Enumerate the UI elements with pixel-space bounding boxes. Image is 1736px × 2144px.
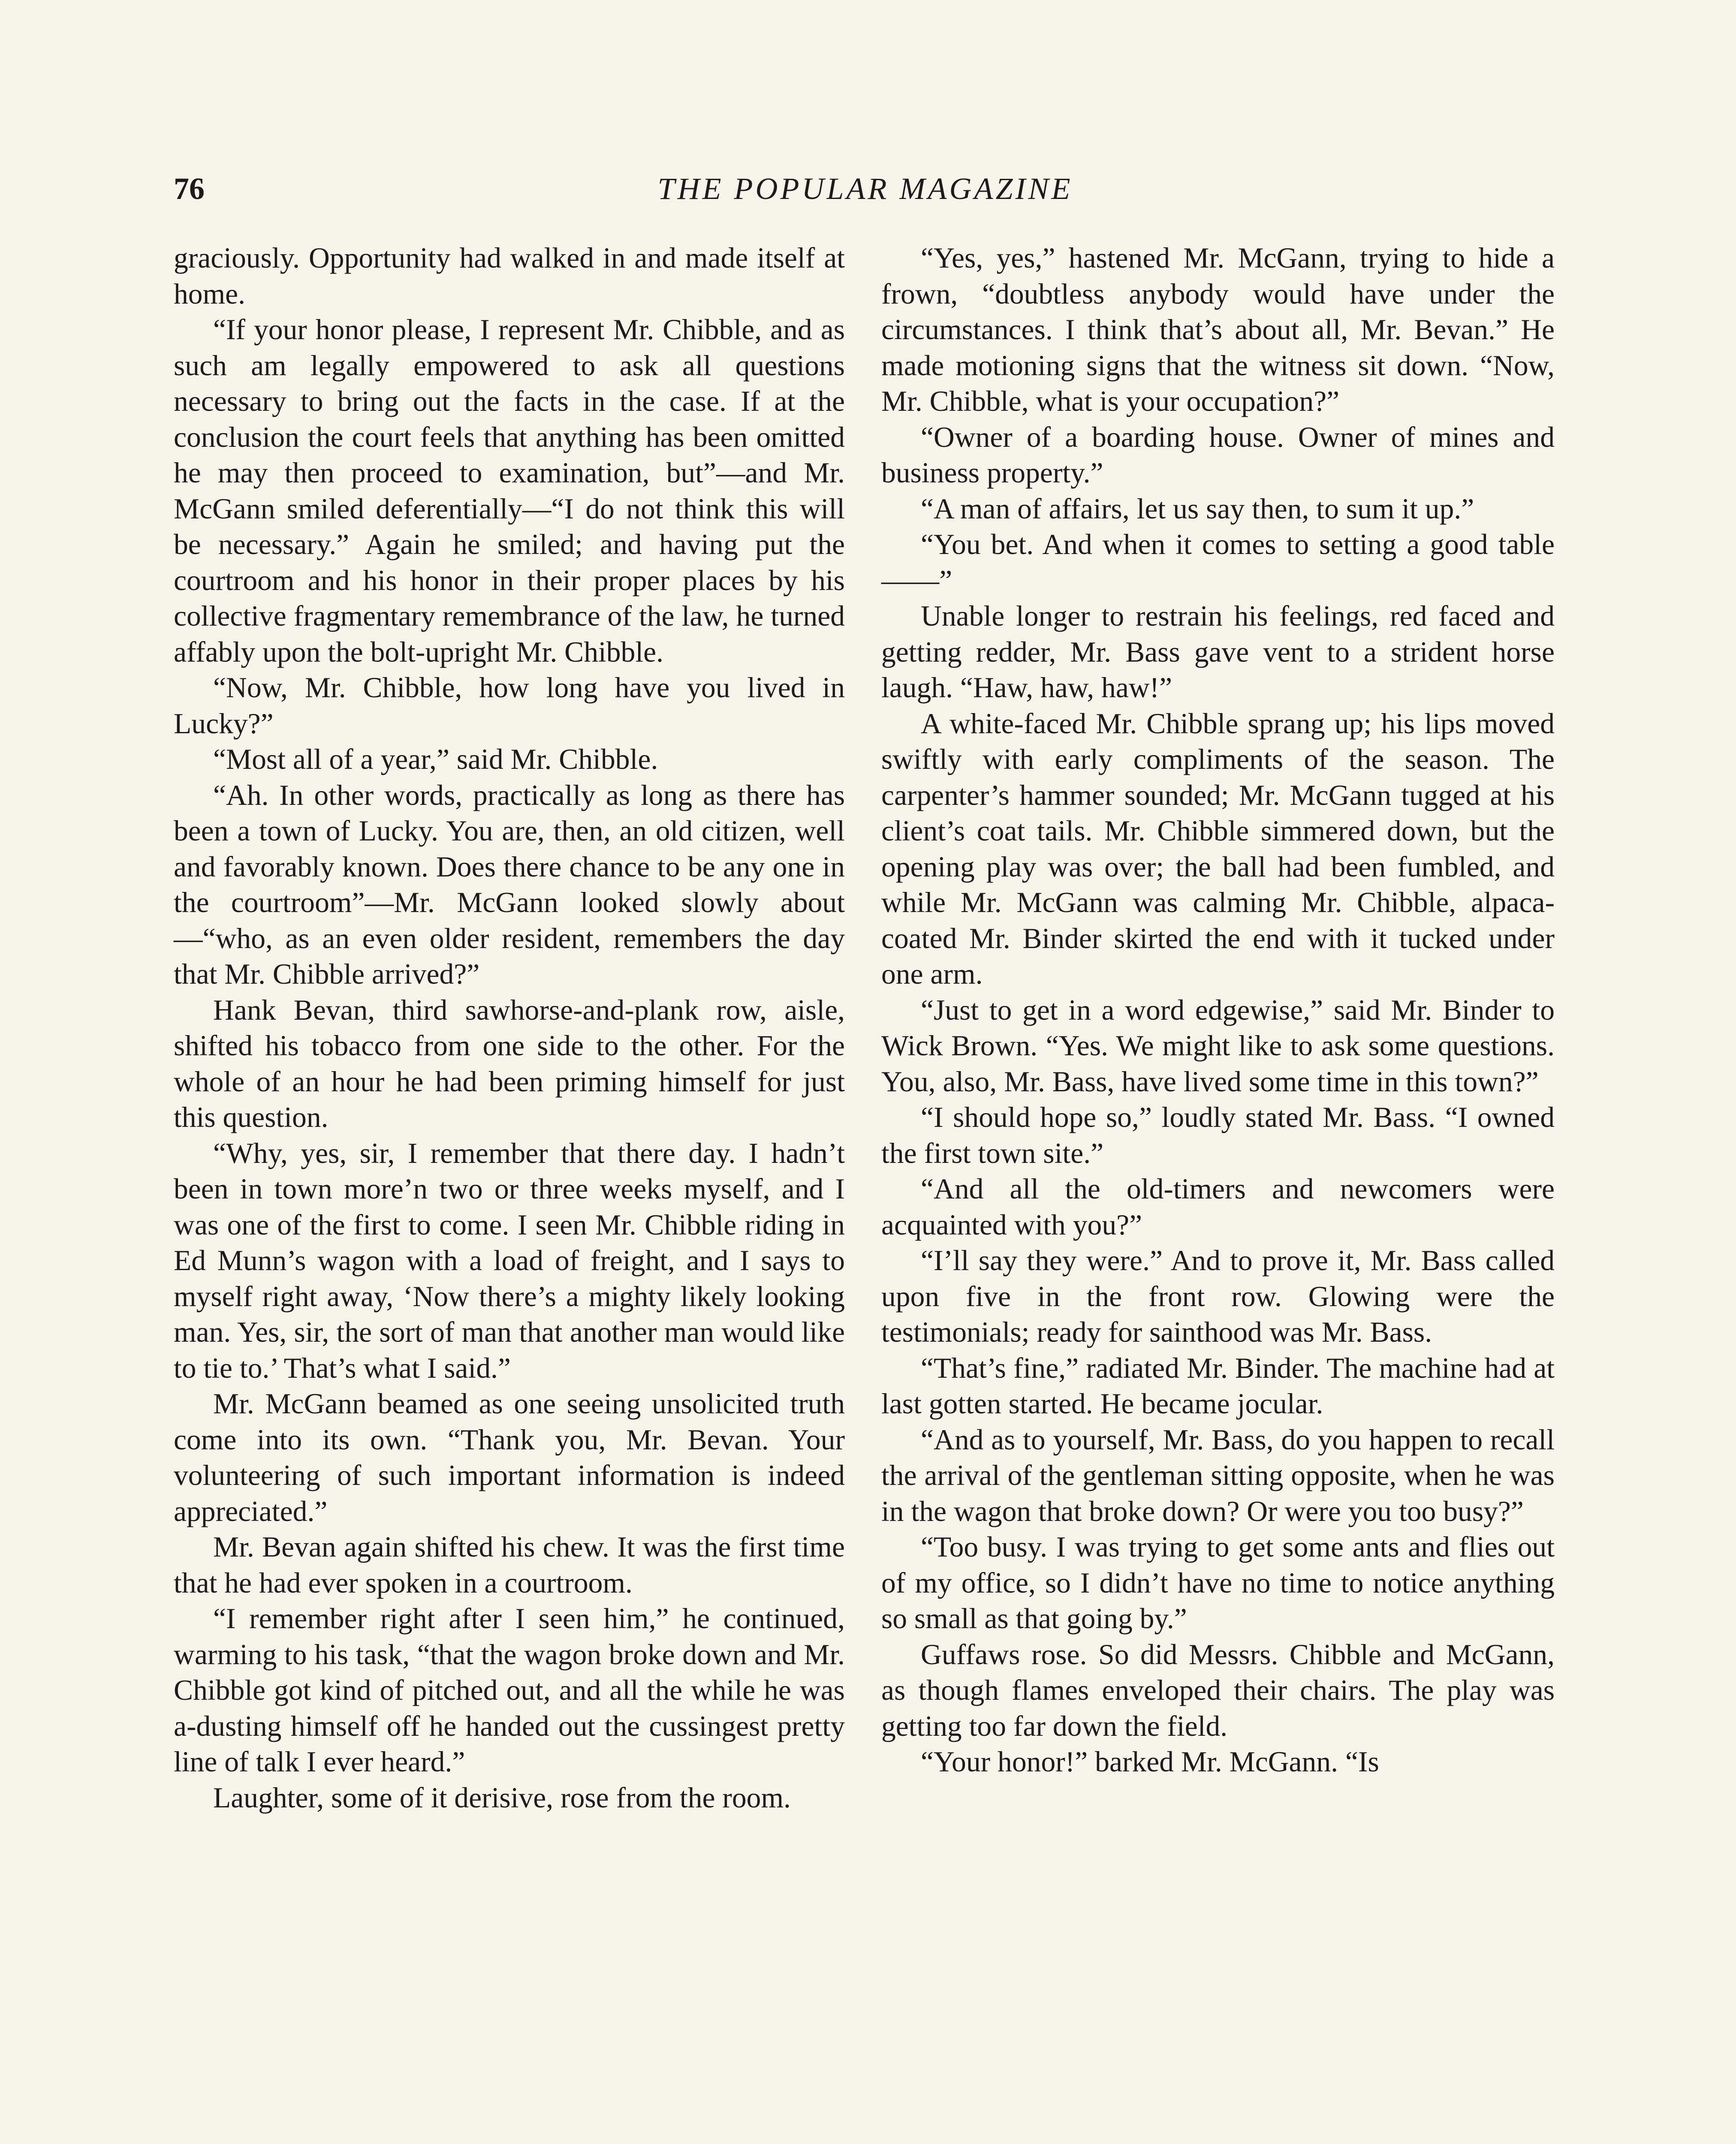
paragraph: “Just to get in a word edgewise,” said Mr. Binder to Wick Brown. “Yes. We might like to ask some questions. You, also, Mr. Bass, have lived some time in this town?” <box>881 994 1555 1098</box>
paragraph: “Most all of a year,” said Mr. Chibble. <box>213 743 658 775</box>
paragraph: “Why, yes, sir, I remember that there day. I hadn’t been in town more’n two or three weeks myself, and I was one of the first to come. I seen Mr. Chibble riding in Ed Munn’s wagon with a load of freight, and I says to myself right away, ‘Now there’s a mighty likely looking man. Yes, sir, the sort of man that another man would like to tie to.’ That’s what I said.” <box>174 1137 845 1384</box>
page-number: 76 <box>174 172 205 206</box>
paragraph: Mr. Bevan again shifted his chew. It was the first time that he had ever spoken in a courtroom. <box>174 1531 845 1599</box>
paragraph: A white-faced Mr. Chibble sprang up; his lips moved swiftly with early compliments of the season. The carpenter’s hammer sounded; Mr. McGann tugged at his client’s coat tails. Mr. Chibble simmered down, but the opening play was over; the ball had been fumbled, and while Mr. McGann was calming Mr. Chibble, alpaca-coated Mr. Binder skirted the end with it tucked under one arm. <box>881 707 1555 990</box>
paragraph: “A man of affairs, let us say then, to sum it up.” <box>921 492 1474 525</box>
paragraph: “Too busy. I was trying to get some ants and flies out of my office, so I didn’t have no time to notice anything so small as that going by.” <box>881 1531 1555 1635</box>
paragraph: Hank Bevan, third sawhorse-and-plank row, aisle, shifted his tobacco from one side to the other. For the whole of an hour he had been priming himself for just this question. <box>174 994 845 1133</box>
paragraph: “Now, Mr. Chibble, how long have you lived in Lucky?” <box>174 672 845 740</box>
paragraph: “Ah. In other words, practically as long as there has been a town of Lucky. You are, then, an old citizen, well and favorably known. Does there chance to be any one in the courtroom”—Mr. McGann looked slowly about—“who, as an even older resident, remembers the day that Mr. Chibble arrived?” <box>174 779 845 990</box>
paragraph: “Yes, yes,” hastened Mr. McGann, trying to hide a frown, “doubtless anybody would have under the circumstances. I think that’s about all, Mr. Bevan.” He made motioning signs that the witness sit down. “Now, Mr. Chibble, what is your occupation?” <box>881 242 1555 417</box>
paragraph: Unable longer to restrain his feelings, red faced and getting redder, Mr. Bass gave vent to a strident horse laugh. “Haw, haw, haw!” <box>881 600 1555 704</box>
paragraph: “Your honor!” barked Mr. McGann. “Is <box>921 1746 1379 1778</box>
paragraph: “You bet. And when it comes to setting a good table——” <box>881 528 1555 596</box>
paragraph: “And all the old-timers and newcomers were acquainted with you?” <box>881 1173 1555 1241</box>
right-column <box>881 240 1555 1780</box>
paragraph: “I remember right after I seen him,” he continued, warming to his task, “that the wagon broke down and Mr. Chibble got kind of pitched out, and all the while he was a-dusting himself off he handed out the cussingest pretty line of talk I ever heard.” <box>174 1602 845 1778</box>
paragraph: Guffaws rose. So did Messrs. Chibble and McGann, as though flames enveloped their chairs. The play was getting too far down the field. <box>881 1638 1555 1742</box>
paragraph: “And as to yourself, Mr. Bass, do you happen to recall the arrival of the gentleman sitting opposite, when he was in the wagon that broke down? Or were you too busy?” <box>881 1423 1555 1527</box>
paragraph: Laughter, some of it derisive, rose from the room. <box>213 1781 791 1814</box>
paragraph: “That’s fine,” radiated Mr. Binder. The machine had at last gotten started. He became jocular. <box>881 1352 1555 1420</box>
page-header <box>174 169 1557 217</box>
paragraph: “I’ll say they were.” And to prove it, Mr. Bass called upon five in the front row. Glowing were the testimonials; ready for sainthood was Mr. Bass. <box>881 1244 1555 1348</box>
paragraph: “Owner of a boarding house. Owner of mines and business property.” <box>881 421 1555 489</box>
paragraph: “I should hope so,” loudly stated Mr. Bass. “I owned the first town site.” <box>881 1101 1555 1169</box>
paragraph: Mr. McGann beamed as one seeing unsolicited truth come into its own. “Thank you, Mr. Bevan. Your volunteering of such important information is indeed appreciated.” <box>174 1388 845 1527</box>
paragraph: graciously. Opportunity had walked in and made itself at home. <box>174 242 845 310</box>
running-title: THE POPULAR MAGAZINE <box>657 172 1073 206</box>
paragraph: “If your honor please, I represent Mr. Chibble, and as such am legally empowered to ask all questions necessary to bring out the facts in the case. If at the conclusion the court feels that anything has been omitted he may then proceed to examination, but”—and Mr. McGann smiled deferentially—“I do not think this will be necessary.” Again he smiled; and having put the courtroom and his honor in their proper places by his collective fragmentary remembrance of the law, he turned affably upon the bolt-upright Mr. Chibble. <box>174 313 845 668</box>
left-column <box>174 240 845 1816</box>
